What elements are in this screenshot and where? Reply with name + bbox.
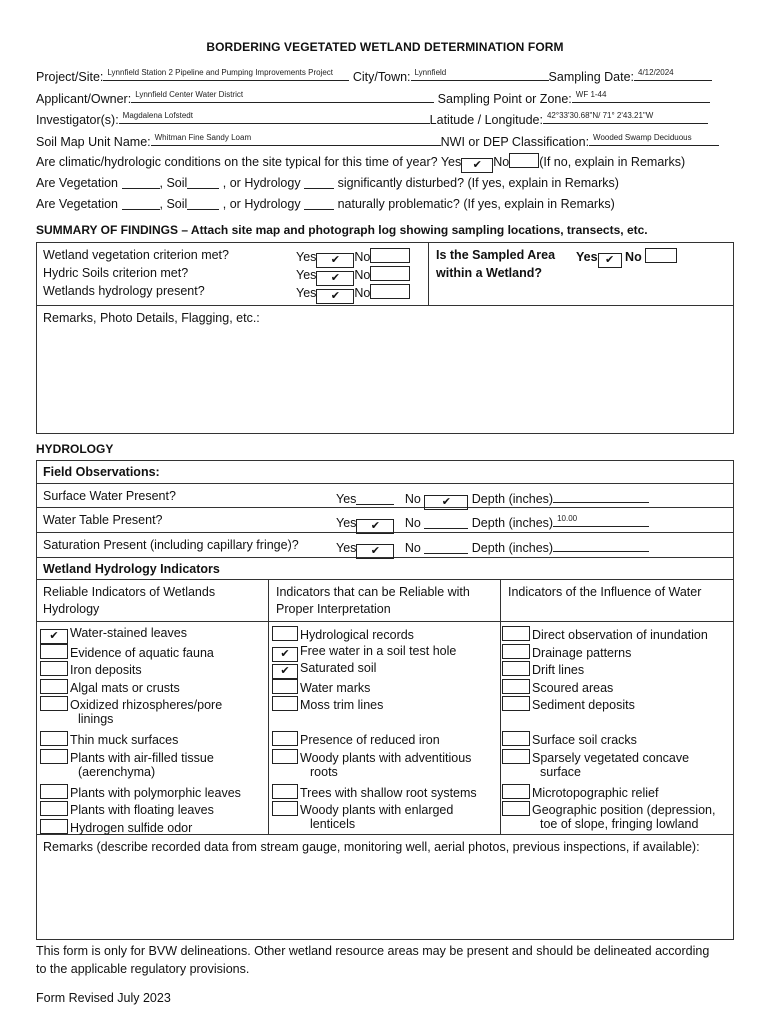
indicator-item [272, 679, 370, 695]
indicator-item [502, 731, 637, 747]
summary-vdivider [428, 242, 429, 305]
indicator-checkbox[interactable] [40, 629, 68, 644]
veg-problematic-field[interactable] [122, 196, 160, 210]
indicator-checkbox[interactable] [272, 696, 298, 711]
investigator-label: Investigator(s): [36, 113, 119, 127]
problematic-line [36, 196, 615, 211]
water-table-label: Water Table Present? [43, 513, 163, 527]
city-label: City/Town: [352, 70, 411, 84]
col1-header-1: Reliable Indicators of Wetlands [43, 585, 216, 599]
indicator-label: Presence of reduced iron [300, 733, 440, 747]
hydro-disturbed-field[interactable] [304, 175, 334, 189]
date-field[interactable]: 4/12/2024 [634, 67, 712, 81]
indicator-item [40, 696, 222, 726]
hydro-label: , or Hydrology [222, 176, 301, 190]
indicator-label-cont: toe of slope, fringing lowland [540, 817, 699, 831]
col2-header-2: Proper Interpretation [276, 602, 391, 616]
latlon-label: Latitude / Longitude: [429, 113, 543, 127]
water-table-depth-field[interactable]: 10.00 [553, 513, 649, 527]
indicator-checkbox[interactable] [40, 644, 68, 659]
climatic-no-label: No [493, 155, 510, 169]
indicator-checkbox[interactable] [502, 696, 530, 711]
header-line-applicant [36, 89, 710, 106]
project-label: Project/Site: [36, 70, 104, 84]
problematic-text: naturally problematic? (If yes, explain in Remarks) [337, 197, 615, 211]
form-revised: Form Revised July 2023 [36, 991, 171, 1005]
header-line-project [36, 67, 712, 84]
summary-veg-no-checkbox[interactable] [370, 248, 410, 263]
indicator-label: Hydrological records [300, 628, 414, 642]
header-line-investigator [36, 110, 708, 127]
surface-water-yes-field[interactable] [356, 491, 394, 505]
veg-label: Are Vegetation [36, 176, 119, 190]
investigator-field[interactable]: Magdalena Lofstedt [119, 110, 430, 124]
indicator-checkbox[interactable] [272, 626, 298, 641]
hydro-line-6 [36, 621, 734, 622]
sampled-no-checkbox[interactable] [645, 248, 677, 263]
indicator-checkbox[interactable] [40, 784, 68, 799]
nwi-label: NWI or DEP Classification: [440, 135, 590, 149]
indicator-label: Geographic position (depression, [532, 803, 716, 817]
indicator-label-cont: (aerenchyma) [78, 764, 156, 779]
indicator-item [40, 784, 241, 800]
date-label: Sampling Date: [548, 70, 634, 84]
summary-veg-label: Wetland vegetation criterion met? [43, 248, 229, 262]
indicator-checkbox[interactable] [502, 731, 530, 746]
indicator-item [272, 784, 477, 800]
indicator-label: Plants with polymorphic leaves [70, 785, 241, 800]
indicator-item [40, 644, 214, 660]
indicator-checkbox[interactable] [40, 679, 68, 694]
indicator-item [272, 661, 376, 679]
indicator-checkbox[interactable] [502, 801, 530, 816]
indicator-checkbox[interactable] [502, 661, 530, 676]
indicator-label: Algal mats or crusts [70, 680, 180, 695]
sampled-yes-checkbox[interactable] [598, 253, 622, 268]
indicator-label: Evidence of aquatic fauna [70, 645, 214, 660]
indicator-item [502, 696, 635, 712]
hydro-line-5 [36, 579, 734, 580]
climatic-question: Are climatic/hydrologic conditions on the site typical for this time of year? [36, 155, 438, 169]
indicator-item [272, 731, 440, 747]
indicator-item [40, 626, 187, 644]
surface-water-label: Surface Water Present? [43, 489, 176, 503]
indicator-checkbox[interactable] [40, 819, 68, 834]
hydrology-remarks-label: Remarks (describe recorded data from stream gauge, monitoring well, aerial photos, previous inspections, if available): [43, 840, 700, 854]
indicator-checkbox[interactable] [40, 749, 68, 764]
indicator-item [40, 749, 214, 779]
indicator-label: Hydrogen sulfide odor [70, 820, 193, 835]
hydro-label: , or Hydrology [222, 197, 301, 211]
hydro-problematic-field[interactable] [304, 196, 334, 210]
saturation-label: Saturation Present (including capillary fringe)? [43, 538, 299, 552]
disturbed-text: significantly disturbed? (If yes, explain in Remarks) [337, 176, 619, 190]
indicator-label: Surface soil cracks [532, 733, 637, 747]
field-observations-label: Field Observations: [43, 465, 160, 479]
water-table-yes-checkbox[interactable] [356, 519, 394, 534]
surface-water-yesno: Yes No ✔ Depth (inches) [336, 489, 649, 510]
indicator-checkbox[interactable] [502, 644, 530, 659]
summary-hydro-label: Wetlands hydrology present? [43, 284, 205, 298]
indicator-checkbox[interactable] [272, 664, 298, 679]
sampled-yesno: Yes ✔ No [576, 248, 677, 268]
saturation-depth-field[interactable] [553, 538, 649, 552]
latlon-field[interactable]: 42°33'30.68"N/ 71° 2'43.21"W [543, 110, 708, 124]
veg-disturbed-field[interactable] [122, 175, 160, 189]
indicator-checkbox[interactable] [272, 647, 298, 662]
indicator-label: Water-stained leaves [70, 626, 187, 640]
applicant-field[interactable]: Lynnfield Center Water District [131, 89, 434, 103]
point-field[interactable]: WF 1-44 [572, 89, 710, 103]
col3-header: Indicators of the Influence of Water [508, 585, 702, 599]
soilmap-field[interactable]: Whitman Fine Sandy Loam [151, 132, 441, 146]
col1-header-2: Hydrology [43, 602, 100, 616]
disturbed-line [36, 175, 619, 190]
indicator-item [272, 696, 383, 712]
hydro-col-div-1 [268, 579, 269, 834]
indicator-label: Drift lines [532, 663, 585, 677]
climatic-yes-label: Yes [440, 155, 462, 169]
indicator-label: Scoured areas [532, 680, 614, 695]
climatic-no-checkbox[interactable] [509, 153, 539, 168]
indicator-label: Moss trim lines [300, 698, 384, 712]
indicator-item [272, 801, 453, 831]
summary-heading: SUMMARY OF FINDINGS – Attach site map and photograph log showing sampling locations, transects, etc. [36, 223, 648, 237]
indicator-checkbox[interactable] [40, 696, 68, 711]
indicator-label: Plants with floating leaves [70, 803, 214, 817]
indicator-label: Drainage patterns [532, 645, 632, 660]
city-field[interactable]: Lynnfield [411, 67, 549, 81]
indicator-label: Iron deposits [70, 663, 142, 677]
indicator-item [40, 819, 192, 835]
indicator-checkbox[interactable] [502, 679, 530, 694]
indicator-label-cont: linings [78, 712, 114, 726]
indicator-checkbox[interactable] [272, 801, 298, 816]
soil-disturbed-field[interactable] [187, 175, 219, 189]
indicator-checkbox[interactable] [40, 731, 68, 746]
summary-soil-label: Hydric Soils criterion met? [43, 266, 189, 280]
summary-divider [36, 305, 734, 306]
footer-note-2: to the applicable regulatory provisions. [36, 962, 250, 976]
indicator-item [502, 749, 689, 779]
indicator-checkbox[interactable] [502, 749, 530, 764]
saturation-no-field[interactable] [424, 540, 468, 554]
indicator-checkbox[interactable] [502, 626, 530, 641]
saturation-yes-checkbox[interactable] [356, 544, 394, 559]
indicator-item [502, 661, 584, 677]
indicator-item [502, 626, 708, 642]
surface-water-depth-field[interactable] [553, 489, 649, 503]
climatic-note: (If no, explain in Remarks) [539, 155, 686, 169]
indicator-label-cont: lenticels [310, 817, 356, 831]
indicator-label: Water marks [300, 680, 371, 695]
indicator-item [272, 644, 456, 662]
project-field[interactable]: Lynnfield Station 2 Pipeline and Pumping Improvements Project [103, 67, 349, 81]
soil-label: , Soil [159, 176, 188, 190]
soil-problematic-field[interactable] [187, 196, 219, 210]
indicator-label: Sediment deposits [532, 698, 635, 712]
indicator-label: Woody plants with adventitious [300, 750, 472, 765]
sampled-question-1: Is the Sampled Area [436, 248, 556, 262]
climatic-line [36, 153, 685, 173]
summary-hydro-yesno: Yes ✔ No [296, 284, 410, 304]
indicator-item [502, 644, 631, 660]
climatic-yes-checkbox[interactable] [461, 158, 493, 173]
indicators-heading: Wetland Hydrology Indicators [43, 562, 220, 576]
footer-note-1: This form is only for BVW delineations. Other wetland resource areas may be present and should be delineated according [36, 944, 710, 958]
indicator-item [272, 626, 414, 642]
indicator-item [502, 801, 715, 831]
indicator-label: Direct observation of inundation [532, 628, 708, 642]
summary-soil-yesno: Yes ✔ No [296, 266, 410, 286]
summary-hydro-yes-checkbox[interactable] [316, 289, 354, 304]
indicator-checkbox[interactable] [40, 661, 68, 676]
indicator-label: Free water in a soil test hole [300, 643, 457, 658]
summary-remarks-label: Remarks, Photo Details, Flagging, etc.: [43, 311, 260, 325]
water-table-yesno: Yes ✔ No Depth (inches) 10.00 [336, 513, 649, 534]
hydro-col-div-2 [500, 579, 501, 834]
soilmap-label: Soil Map Unit Name: [36, 135, 151, 149]
indicator-checkbox[interactable] [272, 749, 298, 764]
indicator-item [40, 661, 142, 677]
indicator-item [502, 679, 613, 695]
soil-label: , Soil [159, 197, 188, 211]
indicator-checkbox[interactable] [272, 731, 298, 746]
surface-water-no-checkbox[interactable] [424, 495, 468, 510]
indicator-label: Microtopographic relief [532, 785, 659, 800]
summary-hydro-no-checkbox[interactable] [370, 284, 410, 299]
indicator-checkbox[interactable] [40, 801, 68, 816]
indicator-checkbox[interactable] [502, 784, 530, 799]
indicator-item [502, 784, 658, 800]
water-table-no-field[interactable] [424, 515, 468, 529]
indicator-label: Trees with shallow root systems [300, 785, 477, 800]
indicator-label-cont: surface [540, 764, 581, 779]
indicator-item [272, 749, 471, 779]
nwi-field[interactable]: Wooded Swamp Deciduous [589, 132, 719, 146]
indicator-item [40, 731, 178, 747]
indicator-label: Saturated soil [300, 661, 377, 675]
veg-label: Are Vegetation [36, 197, 119, 211]
sampled-question-2: within a Wetland? [436, 266, 543, 280]
form-title: BORDERING VEGETATED WETLAND DETERMINATION FORM [206, 40, 564, 54]
hydrology-heading: HYDROLOGY [36, 442, 114, 456]
col2-header-1: Indicators that can be Reliable with [276, 585, 470, 599]
indicator-label: Sparsely vegetated concave [532, 750, 690, 765]
indicator-label-cont: roots [310, 764, 338, 779]
indicator-label: Plants with air-filled tissue [70, 750, 214, 765]
hydro-line-1 [36, 483, 734, 484]
applicant-label: Applicant/Owner: [36, 92, 132, 106]
indicator-item [40, 801, 214, 817]
indicator-checkbox[interactable] [272, 784, 298, 799]
summary-soil-no-checkbox[interactable] [370, 266, 410, 281]
indicator-label: Oxidized rhizospheres/pore [70, 698, 223, 712]
header-line-soilmap [36, 132, 719, 149]
summary-veg-yesno: Yes ✔ No [296, 248, 410, 268]
indicator-checkbox[interactable] [272, 679, 298, 694]
saturation-yesno: Yes ✔ No Depth (inches) [336, 538, 649, 559]
point-label: Sampling Point or Zone: [437, 92, 572, 106]
indicator-item [40, 679, 180, 695]
indicator-label: Woody plants with enlarged [300, 803, 454, 817]
indicator-label: Thin muck surfaces [70, 733, 179, 747]
